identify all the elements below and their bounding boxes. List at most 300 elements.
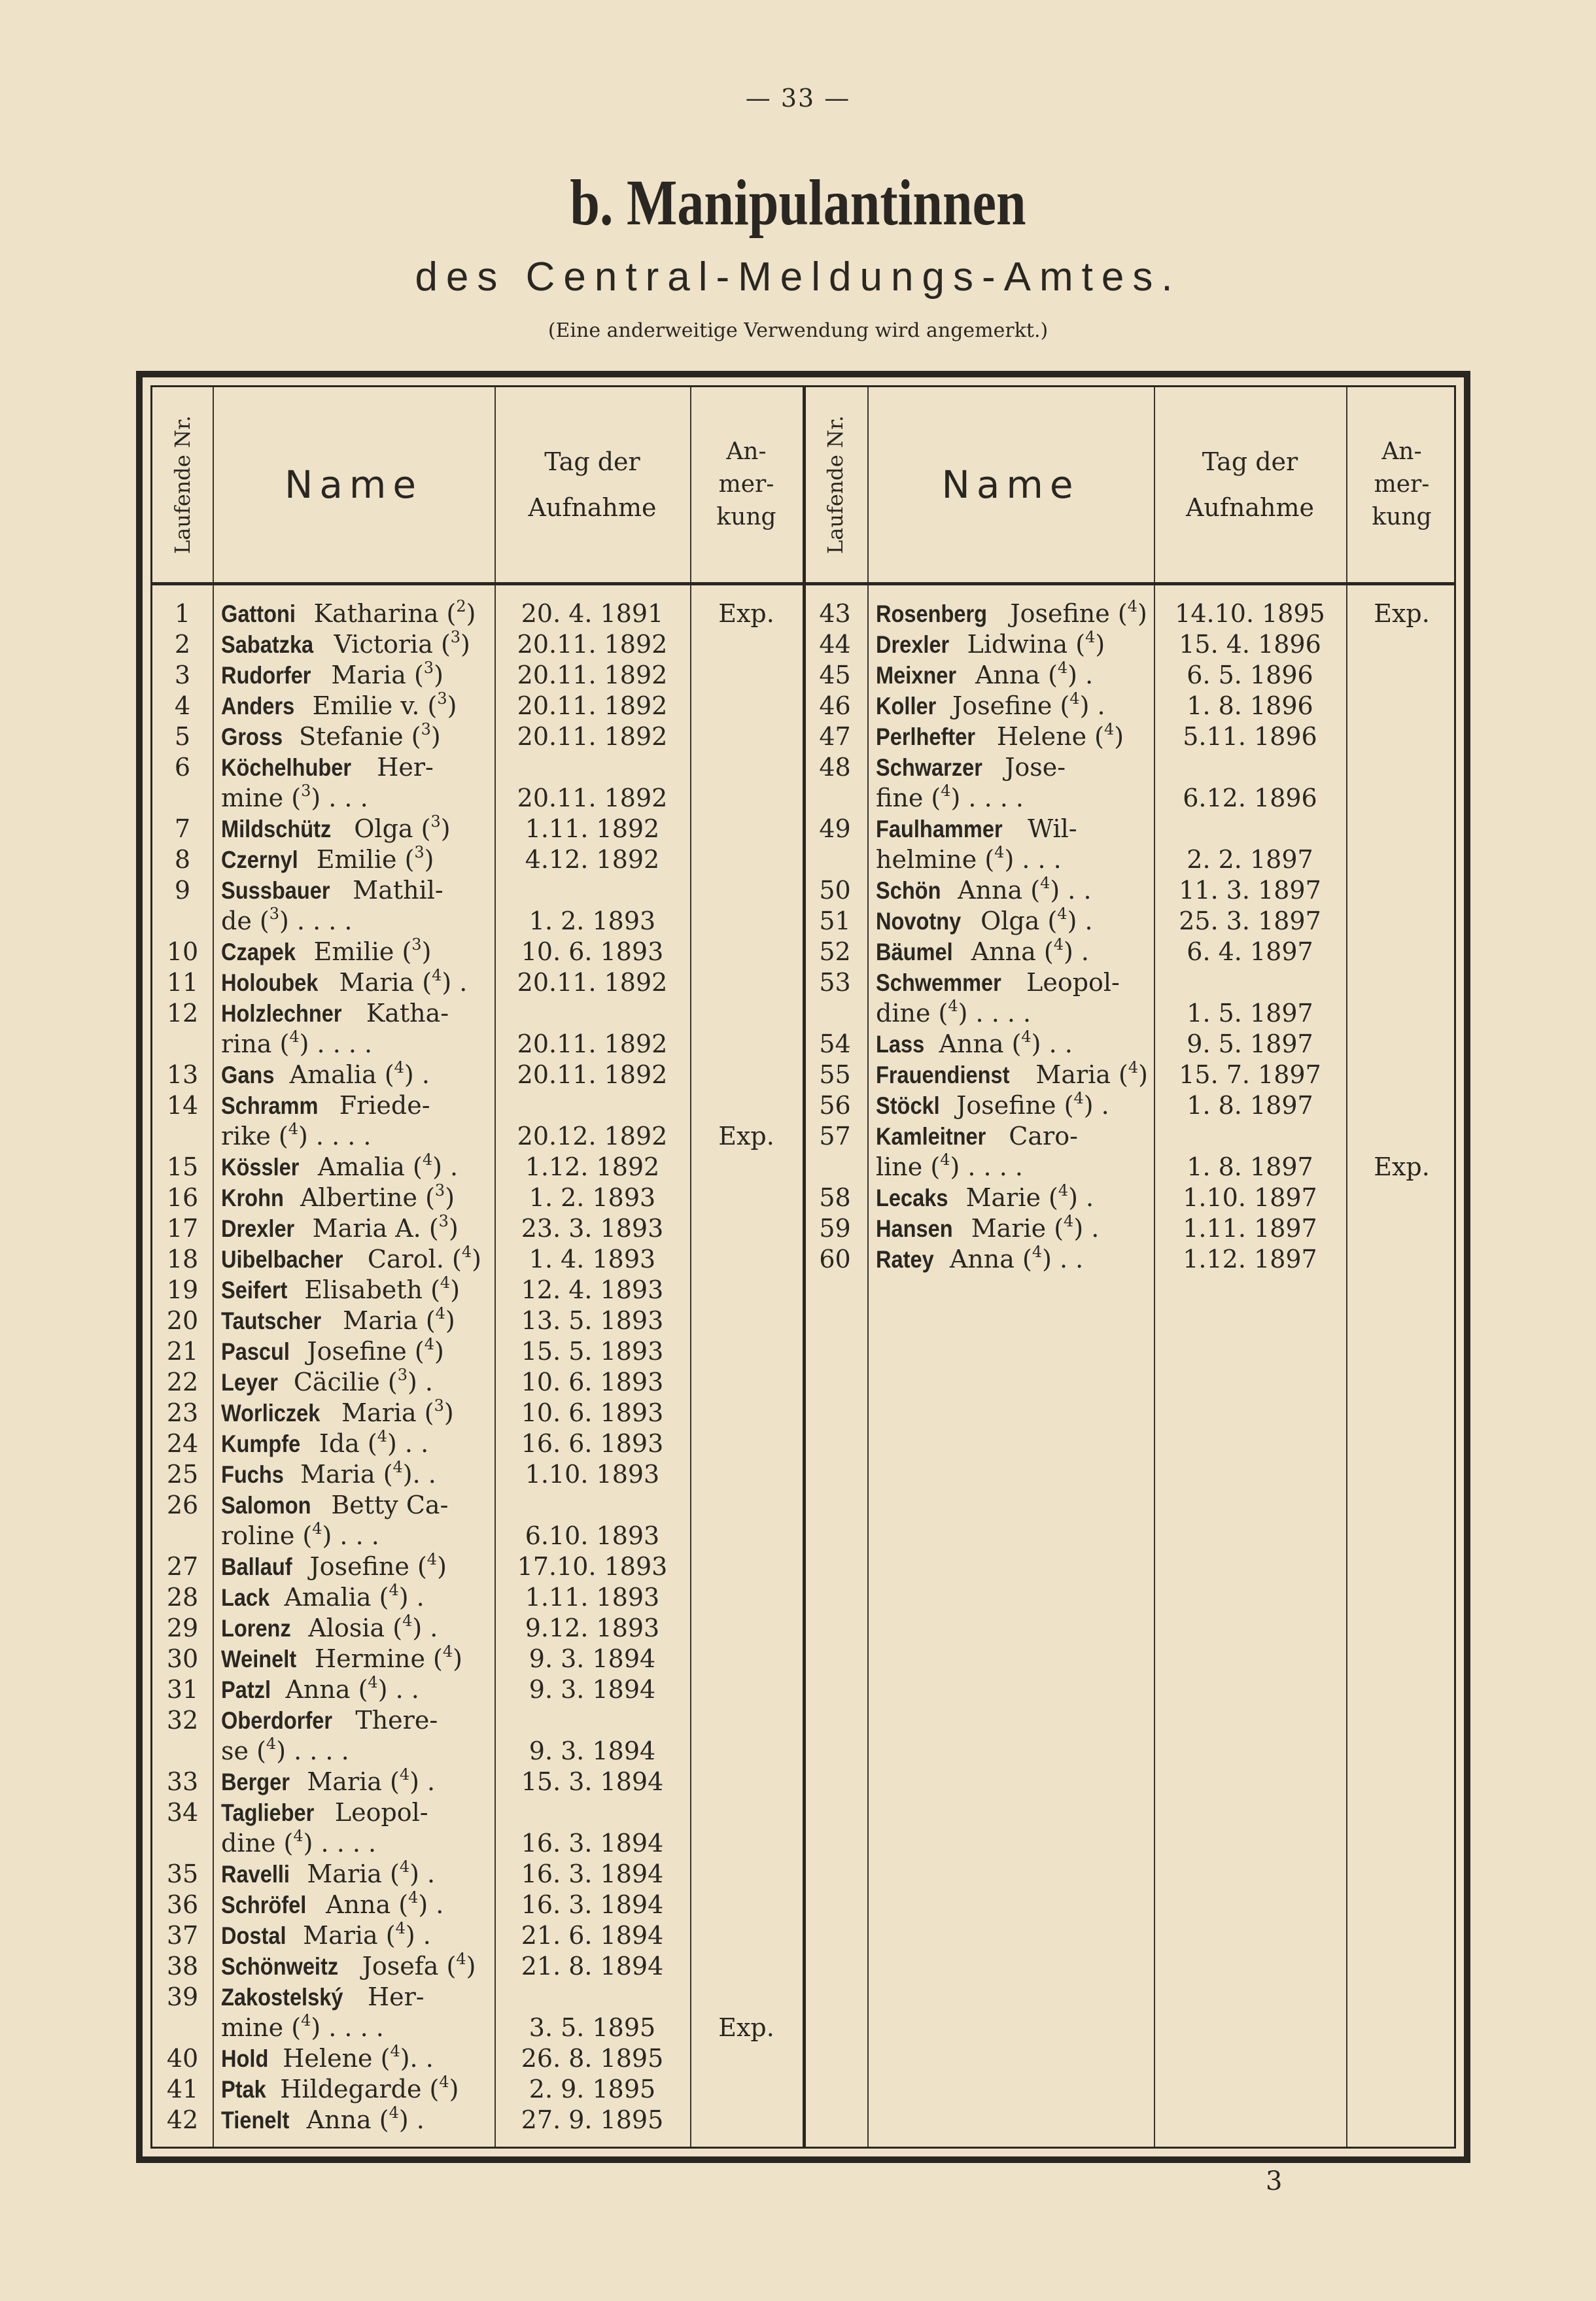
cell-surname: Czernyl	[221, 846, 298, 873]
cell-given-name: Olga	[980, 907, 1040, 935]
cell-number: 25	[166, 1460, 199, 1489]
footnote-marker: 4	[293, 1827, 304, 1845]
cell-date: 1. 2. 1893	[529, 907, 656, 935]
cell-given-name: Emilie	[316, 845, 397, 874]
cell-name: Perlhefter Helene ($^4$)	[876, 720, 1124, 751]
cell-surname: Mildschütz	[221, 816, 332, 842]
cell-name: rike ($^4$) . . . .	[221, 1120, 372, 1150]
cell-number: 45	[819, 661, 851, 689]
cell-name-tail: )	[1137, 599, 1147, 628]
cell-number: 19	[166, 1275, 199, 1304]
cell-number: 55	[819, 1060, 851, 1089]
cell-given-name: Marie	[971, 1214, 1047, 1243]
cell-given-name: Albertine	[300, 1183, 417, 1212]
cell-date: 12. 4. 1893	[521, 1275, 664, 1304]
table-row	[152, 1828, 1454, 1859]
cell-given-name: Anna	[326, 1890, 391, 1919]
cell-surname: Lack	[221, 1584, 270, 1611]
cell-given-name: rina	[221, 1029, 272, 1058]
cell-number: 3	[174, 661, 191, 689]
table-row	[152, 1859, 1454, 1890]
cell-number: 31	[166, 1675, 199, 1704]
cell-name: Lorenz Alosia ($^4$) .	[221, 1612, 438, 1642]
cell-number: 27	[166, 1552, 199, 1581]
cell-surname: Oberdorfer	[221, 1707, 333, 1734]
cell-given-name: mine	[221, 784, 284, 812]
cell-surname: Anders	[221, 693, 295, 719]
cell-given-name: Elisabeth	[304, 1275, 423, 1304]
table-row	[152, 2043, 1454, 2074]
sheet-number: 3	[1266, 2166, 1283, 2196]
cell-given-name: There-	[355, 1706, 438, 1735]
cell-number: 43	[819, 599, 851, 628]
cell-name-tail: ) .	[432, 1152, 459, 1181]
cell-name: Anders Emilie v. ($^3$)	[221, 689, 457, 720]
header-name-left: Name	[284, 462, 423, 507]
cell-name: Schröfel Anna ($^4$) .	[221, 1888, 444, 1919]
cell-number: 44	[819, 630, 851, 659]
cell-surname: Uibelbacher	[221, 1246, 343, 1273]
cell-given-name: Maria	[303, 1921, 378, 1950]
cell-surname: Weinelt	[221, 1646, 297, 1672]
cell-name: Gans Amalia ($^4$) .	[221, 1058, 430, 1089]
cell-name-tail: ) . .	[377, 1675, 419, 1704]
cell-date: 10. 6. 1893	[521, 937, 664, 966]
cell-name: Hold Helene ($^4$). .	[221, 2042, 434, 2073]
cell-name: Novotny Olga ($^4$) .	[876, 905, 1093, 935]
cell-name: roline ($^4$) . . .	[221, 1519, 379, 1550]
cell-date: 20.11. 1892	[517, 630, 668, 659]
table-row	[152, 1398, 1454, 1428]
cell-surname: Taglieber	[221, 1799, 315, 1826]
cell-name: Stöckl Josefine ($^4$) .	[876, 1089, 1109, 1120]
cell-name-tail: )	[450, 1275, 460, 1304]
footnote-marker: 3	[397, 1366, 408, 1384]
table-row	[152, 1459, 1454, 1490]
table-row	[152, 2074, 1454, 2105]
table-frame	[136, 371, 1470, 2163]
cell-given-name: Josefine	[956, 1091, 1056, 1120]
cell-given-name: Mathil-	[353, 876, 443, 905]
footnote-marker: 4	[1069, 689, 1080, 708]
cell-given-name: Maria	[300, 1460, 375, 1489]
footnote-marker: 3	[450, 628, 461, 646]
header-anm-left: An- mer- kung	[716, 438, 776, 530]
footnote-marker: 4	[377, 1427, 388, 1445]
cell-name-tail: ) . . . .	[303, 1829, 377, 1858]
footnote-marker: 4	[426, 1550, 438, 1568]
footnote-marker: 4	[422, 1150, 433, 1169]
table-row	[152, 1213, 1454, 1244]
footnote-marker: 4	[424, 1335, 434, 1353]
cell-number: 20	[166, 1306, 199, 1335]
cell-date: 1. 4. 1893	[529, 1245, 656, 1273]
cell-name-tail: )	[440, 814, 451, 843]
cell-number: 4	[174, 691, 191, 720]
cell-name-tail: ) .	[398, 2105, 425, 2134]
cell-remark: Exp.	[718, 599, 774, 628]
footnote-marker: 4	[392, 1458, 403, 1476]
table-row	[152, 660, 1454, 691]
cell-name-tail: ) .	[409, 1767, 436, 1796]
cell-name: Sabatzka Victoria ($^3$)	[221, 628, 470, 659]
cell-surname: Zakostelský	[221, 1984, 343, 2011]
cell-name-tail: )	[1095, 630, 1105, 659]
cell-number: 50	[819, 876, 851, 905]
table-row	[152, 1521, 1454, 1551]
cell-name-tail: ) . . . .	[298, 1122, 372, 1150]
cell-name: Weinelt Hermine ($^4$)	[221, 1642, 462, 1673]
cell-number: 39	[166, 1982, 199, 2011]
cell-number: 37	[166, 1921, 199, 1950]
cell-given-name: Marie	[965, 1183, 1041, 1212]
cell-name: Schönweitz Josefa ($^4$)	[221, 1950, 476, 1981]
cell-date: 1.11. 1897	[1183, 1214, 1317, 1243]
cell-surname: Sussbauer	[221, 877, 330, 904]
table-row	[152, 1336, 1454, 1367]
cell-date: 20.11. 1892	[517, 1060, 668, 1089]
cell-date: 15. 4. 1896	[1179, 630, 1321, 659]
cell-surname: Gross	[221, 723, 283, 750]
cell-date: 10. 6. 1893	[521, 1398, 664, 1427]
cell-name: Worliczek Maria ($^3$)	[221, 1396, 454, 1427]
cell-name-tail: ) . .	[1031, 1029, 1073, 1058]
cell-name	[221, 1982, 494, 2013]
cell-name-tail: ) . .	[1042, 1245, 1084, 1273]
cell-name: de ($^3$) . . . .	[221, 905, 353, 935]
cell-given-name: Olga	[354, 814, 413, 843]
cell-surname: Tautscher	[221, 1307, 322, 1334]
cell-given-name: Stefanie	[299, 722, 404, 751]
cell-given-name: fine	[876, 784, 924, 812]
cell-number: 33	[166, 1767, 199, 1796]
cell-surname: Kumpfe	[221, 1430, 301, 1457]
cell-name: Bäumel Anna ($^4$) .	[876, 935, 1089, 966]
cell-name	[876, 967, 1154, 998]
cell-remark: Exp.	[1374, 1152, 1430, 1181]
table-row	[152, 1705, 1454, 1736]
cell-given-name: Anna	[971, 937, 1036, 966]
cell-given-name: Hermine	[315, 1644, 425, 1673]
table-row	[152, 844, 1454, 875]
footnote-marker: 3	[423, 659, 434, 677]
cell-name-tail: ). .	[400, 2044, 434, 2073]
cell-number: 13	[166, 1060, 199, 1089]
cell-name: fine ($^4$) . . . .	[876, 782, 1024, 812]
footnote-marker: 4	[1064, 1212, 1074, 1230]
table-row	[152, 1090, 1454, 1121]
cell-name	[876, 752, 1154, 783]
footnote-marker: 3	[411, 935, 422, 954]
cell-given-name: Helene	[283, 2044, 373, 2073]
cell-surname: Gattoni	[221, 600, 296, 627]
cell-given-name: Her-	[377, 753, 434, 782]
footnote-marker: 4	[461, 1243, 472, 1261]
cell-name: Schön Anna ($^4$) . .	[876, 874, 1092, 905]
cell-surname: Ptak	[221, 2076, 266, 2103]
footnote-marker: 4	[1040, 874, 1050, 892]
cell-name-tail: )	[1138, 1060, 1148, 1089]
cell-surname: Gans	[221, 1062, 275, 1088]
cell-date: 1. 8. 1897	[1187, 1152, 1313, 1181]
footnote-marker: 4	[1058, 1181, 1069, 1200]
cell-remark: Exp.	[1374, 599, 1430, 628]
table-row	[152, 721, 1454, 752]
cell-name-tail: ) . . .	[311, 784, 368, 812]
cell-given-name: Amalia	[289, 1060, 377, 1089]
cell-given-name: Friede-	[339, 1091, 430, 1120]
table-row	[152, 1613, 1454, 1644]
cell-surname: Perlhefter	[876, 723, 976, 750]
cell-surname: Seifert	[221, 1277, 288, 1304]
cell-name-tail: ) . . . .	[279, 907, 353, 935]
cell-name: dine ($^4$) . . . .	[876, 997, 1032, 1028]
cell-name-tail: )	[437, 1552, 447, 1581]
cell-date: 27. 9. 1895	[521, 2105, 664, 2134]
cell-date: 20.11. 1892	[517, 968, 668, 997]
cell-name-tail: )	[448, 1214, 459, 1243]
cell-given-name: Maria	[339, 968, 415, 997]
footnote-marker: 4	[399, 1858, 410, 1876]
cell-date: 20.11. 1892	[517, 1029, 668, 1058]
cell-given-name: rike	[221, 1122, 271, 1150]
cell-name-tail: ) . . . .	[958, 999, 1032, 1028]
cell-number: 26	[166, 1491, 199, 1519]
table-row	[152, 875, 1454, 906]
table-row	[152, 1060, 1454, 1090]
footnote-marker: 4	[408, 1888, 419, 1907]
cell-name-tail: )	[460, 630, 470, 659]
header-tag-right: Tag der Aufnahme	[1185, 447, 1315, 522]
cell-surname: Rosenberg	[876, 600, 988, 627]
cell-given-name: Emilie	[313, 937, 394, 966]
table-row	[152, 1275, 1454, 1306]
cell-date: 9.12. 1893	[525, 1614, 660, 1642]
cell-given-name: Her-	[367, 1982, 425, 2011]
cell-name: Gattoni Katharina ($^2$)	[221, 597, 476, 628]
cell-name: rina ($^4$) . . . .	[221, 1028, 373, 1058]
cell-surname: Dostal	[221, 1922, 286, 1949]
cell-date: 16. 3. 1894	[521, 1829, 664, 1858]
cell-name: Gross Stefanie ($^3$)	[221, 720, 441, 751]
cell-surname: Meixner	[876, 662, 957, 689]
footnote-marker: 3	[414, 843, 425, 861]
table-row	[152, 598, 1454, 629]
footnote-marker: 4	[301, 2011, 311, 2030]
cell-given-name: Maria	[307, 1767, 382, 1796]
cell-surname: Lass	[876, 1031, 925, 1058]
cell-name-tail: )	[430, 722, 441, 751]
cell-name	[221, 1490, 494, 1521]
cell-name: dine ($^4$) . . . .	[221, 1827, 377, 1858]
cell-number: 28	[166, 1583, 199, 1612]
cell-given-name: Anna	[975, 661, 1040, 689]
cell-date: 1. 5. 1897	[1187, 999, 1313, 1028]
footnote-marker: 3	[430, 812, 441, 831]
cell-name-tail: ) . . .	[1004, 845, 1062, 874]
cell-date: 15. 7. 1897	[1179, 1060, 1321, 1089]
cell-name-tail: ) . . . .	[276, 1737, 349, 1765]
cell-surname: Schön	[876, 877, 941, 904]
page-subtitle: des Central-Meldungs-Amtes.	[415, 254, 1181, 300]
footnote-marker: 4	[439, 2073, 449, 2091]
cell-given-name: mine	[221, 2013, 284, 2042]
cell-surname: Drexler	[221, 1215, 295, 1242]
cell-name: mine ($^3$) . . .	[221, 782, 368, 812]
cell-number: 48	[819, 753, 851, 782]
cell-given-name: Anna	[306, 2105, 372, 2134]
cell-name	[876, 814, 1154, 844]
table-row	[152, 1674, 1454, 1705]
cell-number: 11	[166, 968, 199, 997]
cell-surname: Ballauf	[221, 1553, 292, 1580]
footnote-marker: 4	[994, 843, 1005, 861]
cell-name: Fuchs Maria ($^4$). .	[221, 1458, 436, 1489]
cell-name: Rudorfer Maria ($^3$)	[221, 659, 443, 689]
cell-name: Drexler Maria A. ($^3$)	[221, 1212, 459, 1243]
table-row	[152, 1490, 1454, 1521]
footnote-marker: 4	[289, 1028, 300, 1046]
cell-given-name: de	[221, 907, 252, 935]
cell-given-name: Maria A.	[312, 1214, 421, 1243]
cell-given-name: Katha-	[366, 999, 449, 1028]
cell-number: 57	[819, 1122, 851, 1150]
cell-name-tail: )	[466, 1952, 476, 1981]
footnote-marker: 4	[402, 1612, 413, 1630]
cell-given-name: Amalia	[284, 1583, 372, 1612]
cell-number: 49	[819, 814, 851, 843]
cell-given-name: helmine	[876, 845, 977, 874]
cell-date: 15. 5. 1893	[521, 1337, 664, 1366]
header-laufende-nr-left: Laufende Nr.	[170, 415, 195, 554]
cell-given-name: roline	[221, 1521, 295, 1550]
footnote-marker: 4	[288, 1120, 299, 1138]
cell-name: Krohn Albertine ($^3$)	[221, 1181, 455, 1212]
cell-date: 23. 3. 1893	[521, 1214, 664, 1243]
cell-given-name: Hildegarde	[280, 2075, 422, 2103]
cell-surname: Drexler	[876, 631, 950, 658]
cell-name-tail: )	[421, 937, 432, 966]
cell-name	[221, 1797, 494, 1828]
cell-date: 9. 5. 1897	[1187, 1029, 1313, 1058]
cell-surname: Bäumel	[876, 939, 953, 965]
cell-surname: Patzl	[221, 1676, 271, 1703]
cell-given-name: Leopol-	[1026, 968, 1120, 997]
table-row	[152, 629, 1454, 660]
cell-name-tail: )	[445, 1183, 455, 1212]
cell-given-name: Maria	[307, 1860, 382, 1888]
footnote-marker: 3	[434, 1181, 445, 1200]
cell-name: Seifert Elisabeth ($^4$)	[221, 1273, 460, 1304]
table-row	[152, 937, 1454, 967]
table-row	[152, 1982, 1454, 2013]
cell-number: 17	[166, 1214, 199, 1243]
cell-date: 1.12. 1892	[525, 1152, 660, 1181]
footnote-marker: 4	[1057, 659, 1068, 677]
header-laufende-nr-right: Laufende Nr.	[822, 415, 848, 554]
cell-name: Lecaks Marie ($^4$) .	[876, 1181, 1094, 1212]
cell-name: Dostal Maria ($^4$) .	[221, 1919, 431, 1950]
cell-surname: Fuchs	[221, 1461, 284, 1488]
cell-name: Lass Anna ($^4$) . .	[876, 1028, 1073, 1058]
table-row	[152, 1797, 1454, 1828]
cell-given-name: Emilie v.	[312, 691, 420, 720]
cell-given-name: Anna	[958, 876, 1023, 905]
cell-surname: Krohn	[221, 1185, 284, 1211]
cell-given-name: Wil-	[1028, 814, 1077, 843]
cell-name: Kumpfe Ida ($^4$) . .	[221, 1427, 429, 1458]
cell-number: 51	[819, 907, 851, 935]
cell-name-tail: ) . . .	[322, 1521, 379, 1550]
cell-date: 26. 8. 1895	[521, 2044, 664, 2073]
cell-surname: Hansen	[876, 1215, 953, 1242]
cell-name-tail: )	[445, 1306, 455, 1335]
table-row	[152, 1152, 1454, 1183]
cell-number: 22	[166, 1368, 199, 1396]
cell-given-name: Anna	[949, 1245, 1015, 1273]
table-row	[152, 2013, 1454, 2043]
cell-given-name: Lidwina	[967, 630, 1068, 659]
cell-name	[876, 1121, 1154, 1152]
cell-given-name: Victoria	[334, 630, 433, 659]
footnote-marker: 4	[389, 2103, 399, 2122]
cell-name: Drexler Lidwina ($^4$)	[876, 628, 1105, 659]
cell-name-tail: ) .	[407, 1368, 433, 1396]
cell-name-tail: )	[453, 1644, 462, 1673]
cell-name-tail: ) .	[404, 1060, 430, 1089]
footnote-marker: 4	[1021, 1028, 1032, 1046]
cell-date: 10. 6. 1893	[521, 1368, 664, 1396]
cell-number: 1	[174, 599, 191, 628]
footnote-marker: 2	[456, 597, 466, 615]
cell-number: 21	[166, 1337, 199, 1366]
cell-surname: Berger	[221, 1769, 290, 1795]
cell-surname: Ratey	[876, 1246, 934, 1273]
cell-name-tail: ) .	[1067, 661, 1094, 689]
footnote-marker: 3	[437, 689, 447, 708]
cell-number: 30	[166, 1644, 199, 1673]
cell-name-tail: ) .	[1073, 1214, 1100, 1243]
cell-name-tail: )	[447, 691, 457, 720]
cell-given-name: se	[221, 1737, 249, 1765]
cell-number: 35	[166, 1860, 199, 1888]
cell-number: 7	[174, 814, 191, 843]
cell-date: 20. 4. 1891	[521, 599, 664, 628]
cell-date: 1. 2. 1893	[529, 1183, 656, 1212]
cell-name-tail: ) .	[1068, 1183, 1094, 1212]
header-tag-left: Tag der Aufnahme	[528, 447, 657, 522]
footnote-marker: 4	[1103, 720, 1115, 738]
footnote-marker: 4	[312, 1519, 322, 1538]
cell-name-tail: ) .	[1067, 907, 1093, 935]
cell-given-name: Amalia	[317, 1152, 405, 1181]
cell-date: 15. 3. 1894	[521, 1767, 664, 1796]
page-title: b. Manipulantinnen	[570, 166, 1026, 239]
cell-given-name: Anna	[285, 1675, 351, 1704]
cell-name-tail: ) .	[1063, 937, 1089, 966]
table-row	[152, 1183, 1454, 1213]
cell-number: 47	[819, 722, 851, 751]
footnote-marker: 4	[435, 1304, 445, 1323]
cell-name-tail: ) . .	[1050, 876, 1092, 905]
cell-name-tail: ) .	[409, 1860, 436, 1888]
editorial-note: (Eine anderweitige Verwendung wird angemerkt.)	[547, 319, 1049, 342]
cell-name-tail: ) . . . .	[299, 1029, 373, 1058]
cell-surname: Lorenz	[221, 1615, 291, 1642]
cell-surname: Frauendienst	[876, 1062, 1010, 1088]
cell-number: 46	[819, 691, 851, 720]
cell-number: 15	[166, 1152, 199, 1181]
